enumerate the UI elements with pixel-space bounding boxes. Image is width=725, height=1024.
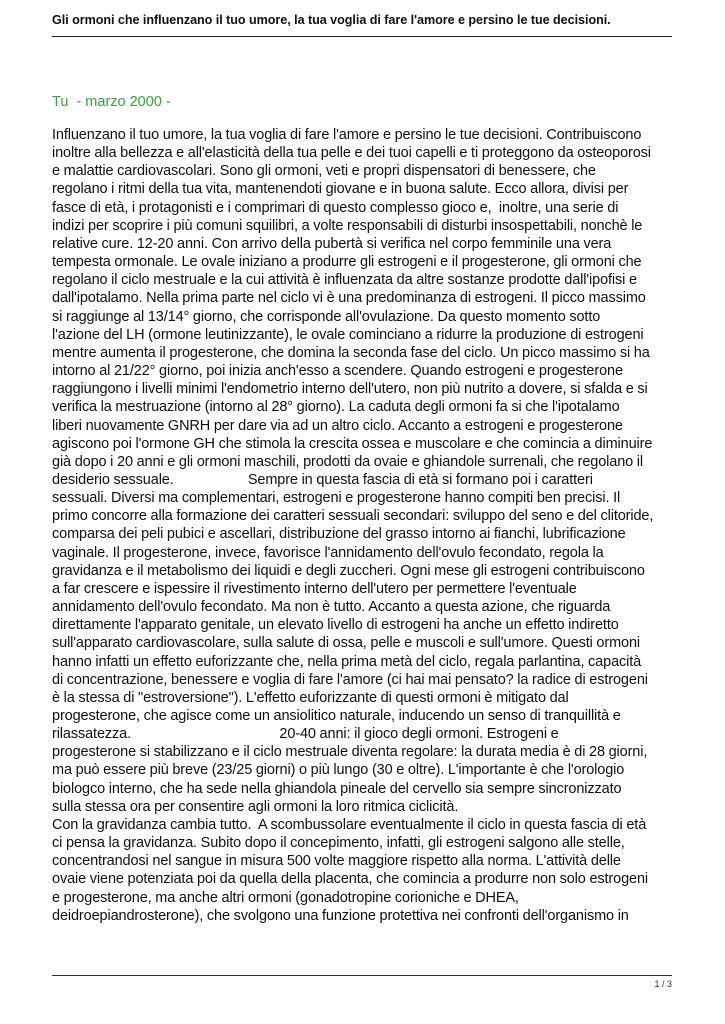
header-divider xyxy=(52,36,672,37)
article-body-line: relative cure. 12-20 anni. Con arrivo della pubertà si verifica nel corpo femminile una vera xyxy=(52,235,612,252)
article-body-line: ci pensa la gravidanza. Subito dopo il concepimento, infatti, gli estrogeni salgono alle stelle, xyxy=(52,835,625,852)
article-body-line: sull'apparato cardiovascolare, sulla salute di ossa, pelle e muscoli e sull'umore. Questi ormoni xyxy=(52,635,641,652)
article-body-line: sulla stessa ora per consentire agli ormoni la loro ritmica ciclicità. xyxy=(52,798,459,815)
article-body-line: verifica la mestruazione (intorno al 28° giorno). La caduta degli ormoni fa si che l'ipotalamo xyxy=(52,399,620,416)
article-body-line: intorno al 21/22° giorno, poi inizia anch'esso a scendere. Quando estrogeni e progesterone xyxy=(52,363,623,380)
article-body-line: si raggiunge al 13/14° giorno, che corrisponde all'ovulazione. Da questo momento sotto xyxy=(52,308,601,325)
article-body-line: ma può essere più breve (23/25 giorni) o più lungo (30 e oltre). L'importante è che l'orologio xyxy=(52,762,625,779)
article-body-line: sessuali. Diversi ma complementari, estrogeni e progesterone hanno compiti ben precisi. Il xyxy=(52,490,621,507)
article-body-line: regolano il ciclo mestruale e la cui attività è influenzata da altre sostanze prodotte dall'ipofisi e xyxy=(52,272,637,289)
article-body-line: e malattie cardiovascolari. Sono gli ormoni, veti e propri dispensatori di benessere, che xyxy=(52,163,596,180)
article-body-line: gravidanza e il metabolismo dei liquidi e degli zuccheri. Ogni mese gli estrogeni contribuiscono xyxy=(52,562,645,579)
article-body-line: Influenzano il tuo umore, la tua voglia di fare l'amore e persino le tue decisioni. Contribuiscono xyxy=(52,127,642,143)
article-body-line: primo concorre alla formazione dei caratteri sessuali secondari: sviluppo del seno e del clitoride, xyxy=(52,508,654,525)
article-body-line: agiscono poi l'ormone GH che stimola la crescita ossea e muscolare e che comincia a diminuire xyxy=(52,435,653,452)
article-body-line: liberi nuovamente GNRH per dare via ad un altro ciclo. Accanto a estrogeni e progesterone xyxy=(52,417,623,434)
article-body-line: concentrandosi nel sangue in misura 500 volte maggiore rispetto alla norma. L'attività delle xyxy=(52,853,621,870)
article-body-line: e progesterone, ma anche altri ormoni (gonadotropine corioniche e DHEA, xyxy=(52,889,519,906)
article-body-line: già dopo i 20 anni e gli ormoni maschili, prodotti da ovaie e ghiandole surrenali, che regolano il xyxy=(52,453,643,470)
article-body-line: tempesta ormonale. Le ovale iniziano a produrre gli estrogeni e il progesterone, gli ormoni che xyxy=(52,254,642,271)
article-body-line: hanno infatti un effetto euforizzante che, nella prima metà del ciclo, regala parlantina, capacità xyxy=(52,653,642,670)
article-date: Tu - marzo 2000 - xyxy=(52,94,171,110)
page-header-title: Gli ormoni che influenzano il tuo umore, la tua voglia di fare l'amore e persino le tue decisioni. xyxy=(52,13,611,27)
footer-divider xyxy=(52,975,672,976)
article-body-line: comparsa dei peli pubici e ascellari, distribuzione del grasso intorno ai fianchi, lubrificazione xyxy=(52,526,626,543)
article-body-line: di concentrazione, benessere e voglia di fare l'amore (ci hai mai pensato? la radice di estrogeni xyxy=(52,671,648,688)
article-body-line: l'azione del LH (ormone leutinizzante), le ovale cominciano a ridurre la produzione di estrogeni xyxy=(52,326,644,343)
article-body-line: mentre aumenta il progesterone, che domina la seconda fase del ciclo. Un picco massimo si ha xyxy=(52,344,650,361)
article-body-line: ovaie viene potenziata poi da quella della placenta, che comincia a produrre non solo estrogeni xyxy=(52,871,649,888)
article-body-line: progesterone, che agisce come un ansiolitico naturale, inducendo un senso di tranquillità e xyxy=(52,708,621,724)
article-body-line: a far crescere e ispessire il rivestimento interno dell'utero per permettere l'eventuale xyxy=(52,580,577,597)
article-body-line: inoltre alla bellezza e all'elasticità della tua pelle e dei tuoi capelli e ti proteggono da osteoporosi xyxy=(52,145,651,162)
article-body-line: biologco interno, che ha sede nella ghiandola pineale del cervello sia sempre sincronizzato xyxy=(52,780,622,797)
page-number: 1 / 3 xyxy=(654,979,672,989)
article-body xyxy=(52,126,682,925)
article-body-line: deidroepiandrosterone), che svolgono una funzione protettiva nei confronti dell'organismo in xyxy=(52,907,629,924)
article-body-line: dall'ipotalamo. Nella prima parte nel ciclo vi è una predominanza di estrogeni. Il picco massimo xyxy=(52,290,646,307)
article-body-line: regolano i ritmi della tua vita, mantenendoti giovane e in buona salute. Ecco allora, divisi per xyxy=(52,181,629,198)
article-body-line: raggiungono i livelli minimi l'endometrio interno dell'utero, non più nutrito a dovere, si sfalda e si xyxy=(52,381,648,398)
article-body-line: Con la gravidanza cambia tutto. A scombussolare eventualmente il ciclo in questa fascia di età xyxy=(52,816,647,833)
article-body-line: progesterone si stabilizzano e il ciclo mestruale diventa regolare: la durata media è di 28 giorni, xyxy=(52,744,648,761)
article-body-line: indizi per scoprire i più comuni squilibri, a volte responsabili di disturbi insospettabili, nonchè le xyxy=(52,217,643,234)
article-body-line: rilassatezza. 20-40 anni: il gioco degli ormoni. Estrogeni e xyxy=(52,726,559,743)
article-body-line: direttamente l'apparato genitale, un elevato livello di estrogeni ha anche un effetto indiretto xyxy=(52,617,619,634)
article-body-line: desiderio sessuale. Sempre in questa fascia di età si formano poi i caratteri xyxy=(52,471,593,488)
article-body-line: annidamento dell'ovulo fecondato. Ma non è tutto. Accanto a questa azione, che riguarda xyxy=(52,599,611,616)
article-body-line: è la stessa di "estroversione"). L'effetto euforizzante di questi ormoni è mitigato dal xyxy=(52,689,569,706)
article-body-line: vaginale. Il progesterone, invece, favorisce l'annidamento dell'ovulo fecondato, regola la xyxy=(52,544,604,561)
article-body-line: fasce di età, i protagonisti e i comprimari di questo complesso gioco e, inoltre, una serie di xyxy=(52,199,619,216)
